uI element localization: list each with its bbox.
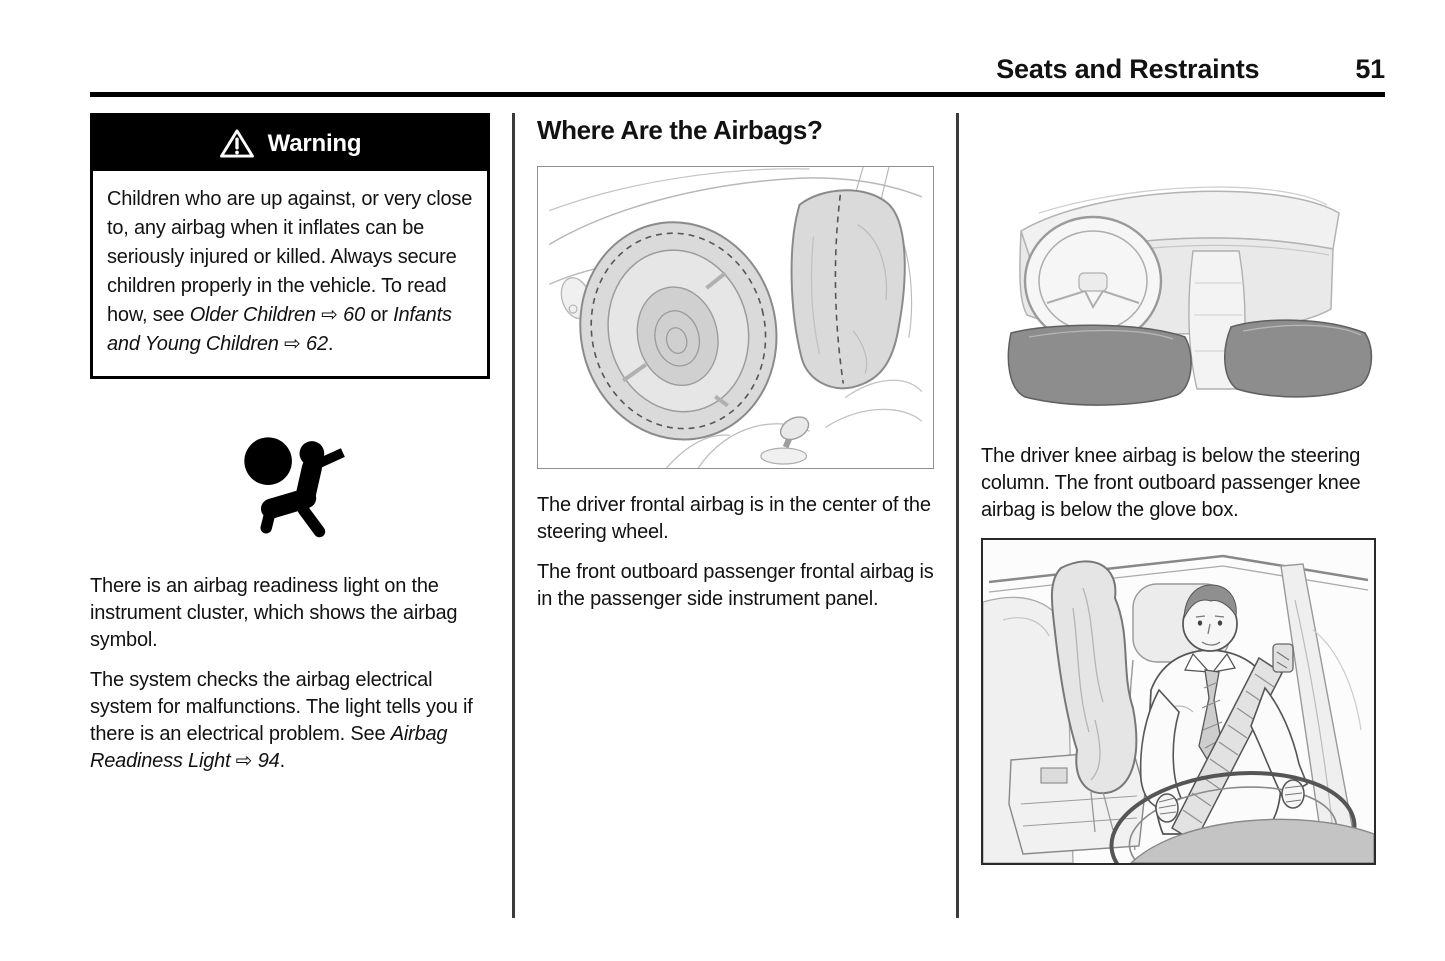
warning-text-part: Children who are up against, or very close to, any airbag when it inflates can be seriously injured or killed. Always secure children properly in the vehicle. To read how, see bbox=[107, 188, 473, 326]
section-heading-where-are-airbags: Where Are the Airbags? bbox=[537, 115, 823, 145]
warning-text bbox=[93, 171, 487, 376]
cross-reference: Airbag Readiness Light bbox=[90, 723, 448, 772]
column-divider-right bbox=[956, 113, 959, 918]
airbag-readiness-icon bbox=[221, 425, 359, 543]
warning-triangle-icon bbox=[219, 128, 255, 159]
paragraph-text-part: . bbox=[279, 750, 285, 772]
left-column bbox=[90, 113, 490, 918]
figure-driver-seat-belt bbox=[981, 538, 1376, 865]
figure-frontal-airbags bbox=[537, 166, 934, 469]
paragraph-system-check bbox=[90, 667, 490, 775]
warning-box bbox=[90, 113, 490, 379]
column-divider-left bbox=[512, 113, 515, 918]
page-number: 51 bbox=[1355, 54, 1385, 84]
reference-arrow: ⇨ bbox=[278, 333, 307, 355]
warning-text-part: . bbox=[327, 333, 334, 355]
content-columns bbox=[90, 113, 1385, 918]
paragraph-driver-frontal: The driver frontal airbag is in the center of the steering wheel. bbox=[537, 494, 931, 543]
page-header bbox=[0, 0, 1445, 85]
reference-arrow: ⇨ bbox=[315, 304, 344, 326]
header-rule bbox=[90, 92, 1385, 97]
paragraph-readiness-light: There is an airbag readiness light on the instrument cluster, which shows the airbag symbol. bbox=[90, 575, 458, 651]
figure-knee-airbags bbox=[981, 155, 1381, 411]
reference-page: 94 bbox=[257, 750, 280, 772]
airbag-readiness-symbol bbox=[90, 425, 490, 543]
cross-reference: Infants and Young Children bbox=[107, 304, 452, 355]
reference-page: 60 bbox=[343, 304, 365, 326]
knee-airbags-illustration bbox=[981, 155, 1381, 411]
reference-page: 62 bbox=[306, 333, 328, 355]
driver-side-airbag-illustration bbox=[983, 540, 1374, 863]
chapter-title: Seats and Restraints bbox=[996, 54, 1260, 84]
warning-label: Warning bbox=[267, 129, 362, 157]
right-column bbox=[981, 113, 1381, 918]
paragraph-text-part: The system checks the airbag electrical system for malfunctions. The light tells you if there is an electrical problem. See bbox=[90, 669, 473, 745]
paragraph-knee-airbags: The driver knee airbag is below the steering column. The front outboard passenger knee airbag is below the glove box. bbox=[981, 445, 1361, 521]
middle-column bbox=[537, 113, 934, 918]
warning-header bbox=[93, 116, 487, 171]
cross-reference: Older Children bbox=[189, 304, 316, 326]
reference-arrow: ⇨ bbox=[230, 750, 258, 772]
frontal-airbags-illustration bbox=[538, 167, 933, 468]
warning-text-part: or bbox=[365, 304, 394, 326]
paragraph-passenger-frontal: The front outboard passenger frontal airbag is in the passenger side instrument panel. bbox=[537, 561, 934, 610]
